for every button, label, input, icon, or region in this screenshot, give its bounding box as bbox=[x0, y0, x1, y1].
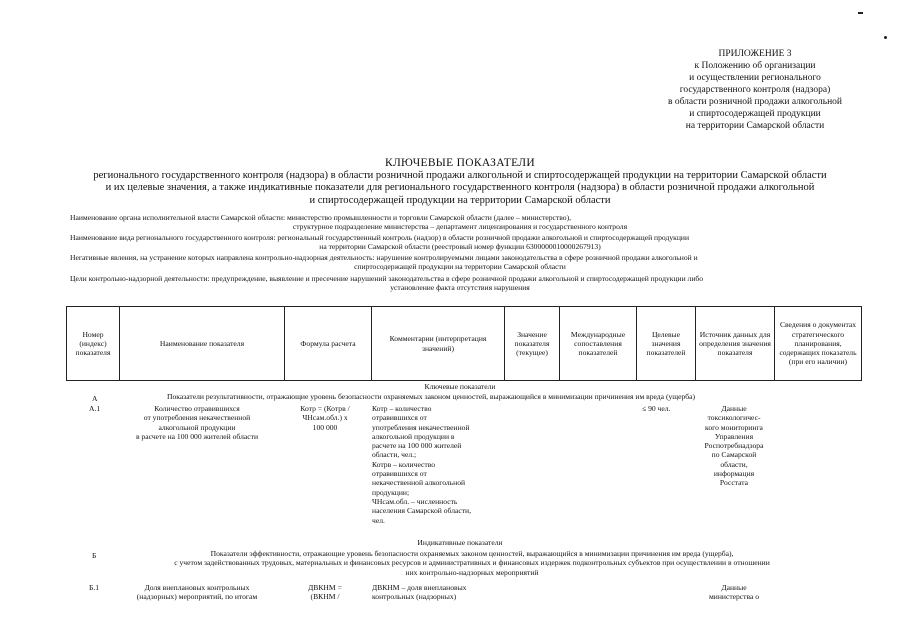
row-a1-formula-line: ЧНсам.обл.) х bbox=[302, 413, 348, 423]
row-b1-name-line: (надзорных) мероприятий, по итогам bbox=[136, 592, 258, 602]
appendix-line: к Положению об организации bbox=[694, 61, 816, 71]
row-a1-comment-line: некачественной алкогольной bbox=[372, 478, 466, 488]
row-b1-formula-line: (ВКНМ / bbox=[310, 592, 340, 602]
row-b1-comment bbox=[372, 583, 512, 602]
appendix-line: в области розничной продажи алкогольной bbox=[667, 97, 843, 107]
col-header-source: Источник данных для определения значения показателя bbox=[696, 307, 775, 381]
row-b1-source-line: министерства о bbox=[708, 592, 760, 602]
row-a1-comment-line: чел. bbox=[372, 515, 385, 525]
section-ind-title: Индикативные показатели bbox=[417, 538, 503, 547]
row-b1-source bbox=[690, 583, 778, 602]
row-a1-source-line: области, bbox=[720, 459, 748, 469]
appendix-block bbox=[640, 48, 870, 132]
section-ind-index: Б bbox=[92, 551, 97, 560]
section-key-index: А bbox=[92, 394, 98, 403]
row-a1-name-line: от употребления некачественной bbox=[143, 413, 251, 423]
col-header-index: Номер (индекс) показателя bbox=[67, 307, 120, 381]
info-organ-text: Наименование органа исполнительной власти Самарской области: министерство промышленности и торговли Самарской области (далее – министерство), bbox=[70, 213, 571, 222]
appendix-line: и осуществлении регионального bbox=[689, 73, 821, 83]
info-kind bbox=[70, 233, 850, 252]
row-a1-source-line: кого мониторинга bbox=[705, 422, 763, 432]
section-ind-line: них контрольно-надзорных мероприятий bbox=[405, 567, 539, 577]
info-goals bbox=[70, 274, 850, 293]
row-a1-name bbox=[112, 404, 282, 441]
scan-mark bbox=[858, 12, 863, 14]
row-a1-comment-line: расчете на 100 000 жителей bbox=[372, 441, 462, 451]
scan-mark bbox=[884, 36, 887, 39]
info-kind-text: Наименование вида регионального государственного контроля: региональный государственный контроль (надзор) в области розничной продажи алкогольной и спиртосодержащей продукции bbox=[70, 233, 690, 242]
row-b1-name bbox=[112, 583, 282, 602]
row-a1-name-line: в расчете на 100 000 жителей области bbox=[135, 431, 259, 441]
row-b1-name-line: Доля внеплановых контрольных bbox=[144, 583, 250, 592]
info-organ-cont: структурное подразделение министерства – департамент лицензирования и государственного контроля bbox=[292, 222, 628, 232]
info-goals-cont: установление факта отсутствия нарушения bbox=[390, 283, 530, 293]
col-header-documents: Сведения о документах стратегического планирования, содержащих показатель (при его наличии) bbox=[775, 307, 862, 381]
row-a1-source-line: Данные bbox=[721, 404, 747, 413]
row-a1-source-line: информация bbox=[713, 469, 755, 479]
row-a1-source-line: по Самарской bbox=[711, 450, 757, 460]
row-b1-index: Б.1 bbox=[89, 583, 100, 592]
appendix-line: и спиртосодержащей продукции bbox=[689, 109, 821, 119]
col-header-comments: Комментарии (интерпретация значений) bbox=[372, 307, 505, 381]
row-a1-formula-line: 100 000 bbox=[312, 422, 338, 432]
row-b1-comment-line: контрольных (надзорных) bbox=[372, 592, 457, 602]
section-key-title: Ключевые показатели bbox=[424, 382, 496, 391]
indicators-table-header bbox=[66, 306, 862, 381]
section-ind-text bbox=[112, 549, 832, 577]
info-organ bbox=[70, 213, 850, 232]
col-header-international: Международные сопоставления показателей bbox=[560, 307, 637, 381]
row-a1-target: ≤ 90 чел. bbox=[642, 404, 671, 413]
col-header-target: Целевые значения показателей bbox=[637, 307, 696, 381]
appendix-title: ПРИЛОЖЕНИЕ 3 bbox=[718, 49, 792, 59]
row-a1-comment-line: Котр – количество bbox=[372, 404, 432, 413]
info-goals-text: Цели контрольно-надзорной деятельности: предупреждение, выявление и пресечение нарушений законодательства в сфере розничной продажи алкогольной и спиртосодержащей продукции либо bbox=[70, 274, 704, 283]
row-a1-comment-line: населения Самарской области, bbox=[372, 506, 472, 516]
row-a1-comment-line: отравившихся от bbox=[372, 413, 427, 423]
document-title: КЛЮЧЕВЫЕ ПОКАЗАТЕЛИ bbox=[384, 157, 535, 169]
info-negative-text: Негативные явления, на устранение которых направлена контрольно-надзорная деятельность: нарушение контролируемыми лицами законодательства в сфере розничной продажи алкогольной и bbox=[70, 253, 698, 262]
col-header-formula: Формула расчета bbox=[285, 307, 372, 381]
info-negative-cont: спиртосодержащей продукции на территории Самарской области bbox=[354, 262, 566, 272]
row-a1-source bbox=[690, 404, 778, 488]
section-key-text: Показатели результативности, отражающие уровень безопасности охраняемых законом ценностей, выражающийся в минимизации причинения им вреда (ущерба) bbox=[167, 392, 696, 401]
row-b1-formula-line: ДВКНМ = bbox=[308, 583, 342, 592]
row-a1-source-line: токсикологичес- bbox=[707, 413, 761, 423]
row-a1-comment-line: ЧНсам.обл. – численность bbox=[372, 496, 458, 506]
row-a1-formula bbox=[282, 404, 368, 432]
row-a1-comment-line: Котрв – количество bbox=[372, 459, 436, 469]
heading-line: и спиртосодержащей продукции на территории Самарской области bbox=[309, 194, 611, 206]
col-header-current-value: Значение показателя (текущее) bbox=[505, 307, 560, 381]
col-header-name: Наименование показателя bbox=[120, 307, 285, 381]
heading-line: и их целевые значения, а также индикативные показатели для регионального государственного контроля (надзора) в области розничной продажи алкогольной bbox=[105, 182, 815, 193]
appendix-line: на территории Самарской области bbox=[685, 121, 825, 131]
appendix-line: государственного контроля (надзора) bbox=[679, 85, 831, 95]
row-b1-comment-line: ДВКНМ – доля внеплановых bbox=[372, 583, 467, 592]
row-a1-source-line: Управления bbox=[714, 431, 754, 441]
row-a1-source-line: Росстата bbox=[719, 478, 749, 488]
row-a1-comment-line: области, чел.; bbox=[372, 450, 417, 460]
section-ind-line: с учетом задействованных трудовых, материальных и финансовых ресурсов и административных и финансовых издержек подконтрольных субъектов при осуществлении в отношении bbox=[174, 558, 770, 568]
row-b1-formula bbox=[282, 583, 368, 602]
row-a1-name-line: Количество отравившихся bbox=[154, 404, 240, 413]
row-a1-name-line: алкогольной продукции bbox=[158, 422, 236, 432]
info-kind-cont: на территории Самарской области (реестровый номер функции 6300000010000267913) bbox=[319, 242, 601, 252]
section-ind-line: Показатели эффективности, отражающие уровень безопасности охраняемых законом ценностей, выражающийся в минимизации причинения им вреда (ущерба), bbox=[210, 549, 734, 558]
row-a1-comment-line: употребления некачественной bbox=[372, 422, 470, 432]
row-a1-index: А.1 bbox=[89, 404, 101, 413]
row-a1-comment-line: алкогольной продукции в bbox=[372, 431, 455, 441]
row-a1-comment-line: отравившихся от bbox=[372, 469, 427, 479]
row-a1-source-line: Роспотребнадзора bbox=[704, 441, 764, 451]
row-a1-comment bbox=[372, 404, 504, 525]
heading-line: регионального государственного контроля (надзора) в области розничной продажи алкогольной и спиртосодержащей продукции на территории Самарской области bbox=[93, 169, 827, 181]
row-a1-formula-line: Котр = (Котрв / bbox=[300, 404, 350, 413]
info-negative bbox=[70, 253, 850, 272]
document-heading bbox=[60, 157, 860, 207]
row-b1-source-line: Данные bbox=[721, 583, 747, 592]
row-a1-comment-line: продукции; bbox=[372, 487, 410, 497]
